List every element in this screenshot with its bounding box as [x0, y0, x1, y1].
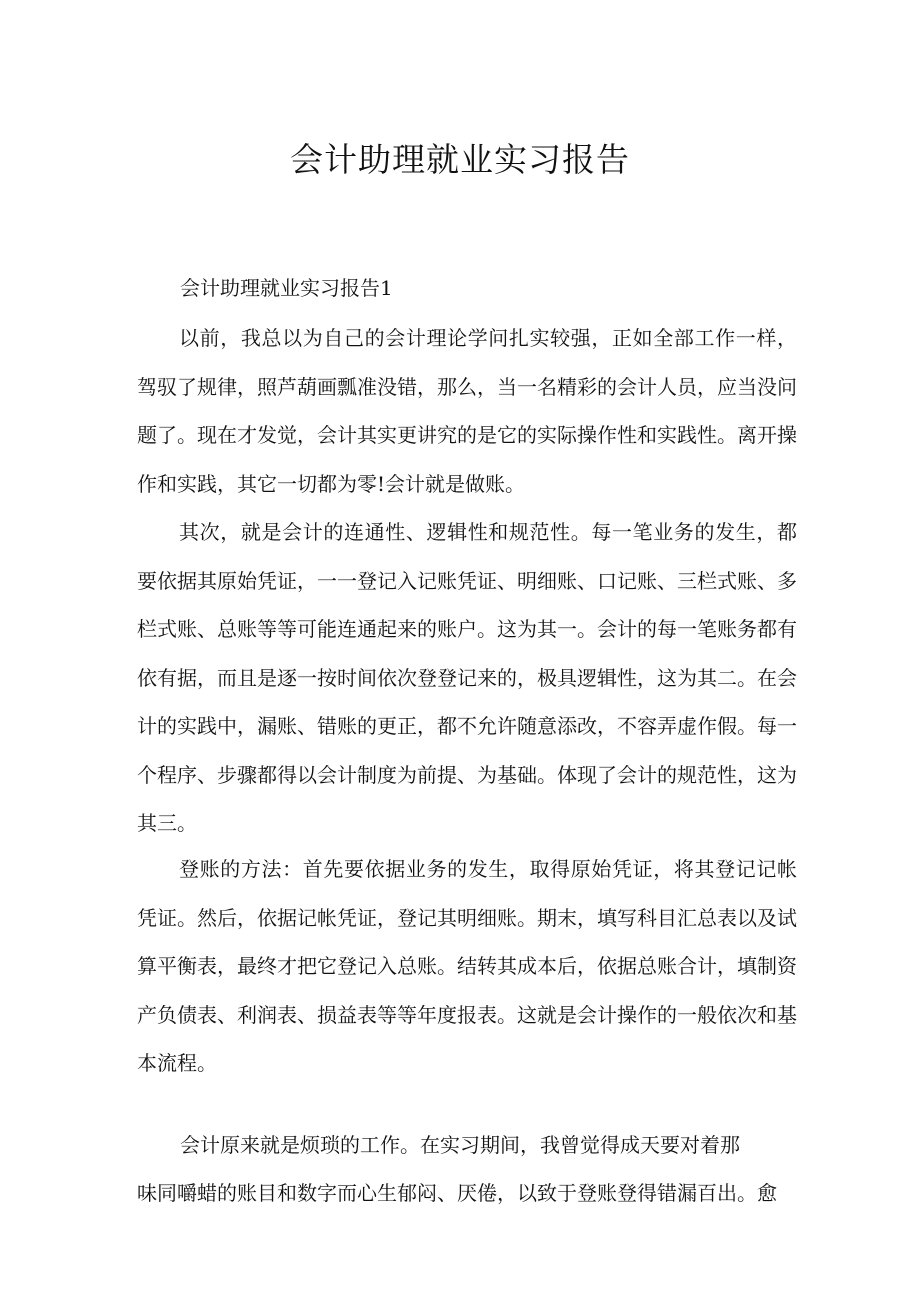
document-title: 会计助理就业实习报告 — [290, 140, 630, 179]
paragraph-1: 以前，我总以为自己的会计理论学问扎实较强，正如全部工作一样，驾驭了规律，照芦葫画瓢准没错，那么，当一名精彩的会计人员，应当没问题了。现在才发觉，会计其实更讲究的是它的实际操作性和实践性。离开操作和实践，其它一切都为零!会计就是做账。 — [137, 326, 797, 496]
paragraph-3: 登账的方法：首先要依据业务的发生，取得原始凭证，将其登记记帐凭证。然后，依据记帐凭证，登记其明细账。期末，填写科目汇总表以及试算平衡表，最终才把它登记入总账。结转其成本后，依据总账合计，填制资产负债表、利润表、损益表等等年度报表。这就是会计操作的一般依次和基本流程。 — [137, 857, 797, 1075]
paragraph-2: 其次，就是会计的连通性、逻辑性和规范性。每一笔业务的发生，都要依据其原始凭证，一一登记入记账凭证、明细账、口记账、三栏式账、多栏式账、总账等等可能连通起来的账户。这为其一。会计的每一笔账务都有依有据，而且是逐一按时间依次登登记来的，极具逻辑性，这为其二。在会计的实践中，漏账、错账的更正，都不允许随意添改，不容弄虚作假。每一个程序、步骤都得以会计制度为前提、为基础。体现了会计的规范性，这为其三。 — [137, 520, 797, 835]
paragraph-4-line-2: 味同嚼蜡的账目和数字而心生郁闷、厌倦，以致于登账登得错漏百出。愈 — [137, 1181, 777, 1205]
paragraph-4-line-1: 会计原来就是烦琐的工作。在实习期间，我曾觉得成天要对着那 — [180, 1133, 740, 1157]
section-heading: 会计助理就业实习报告1 — [180, 276, 393, 300]
